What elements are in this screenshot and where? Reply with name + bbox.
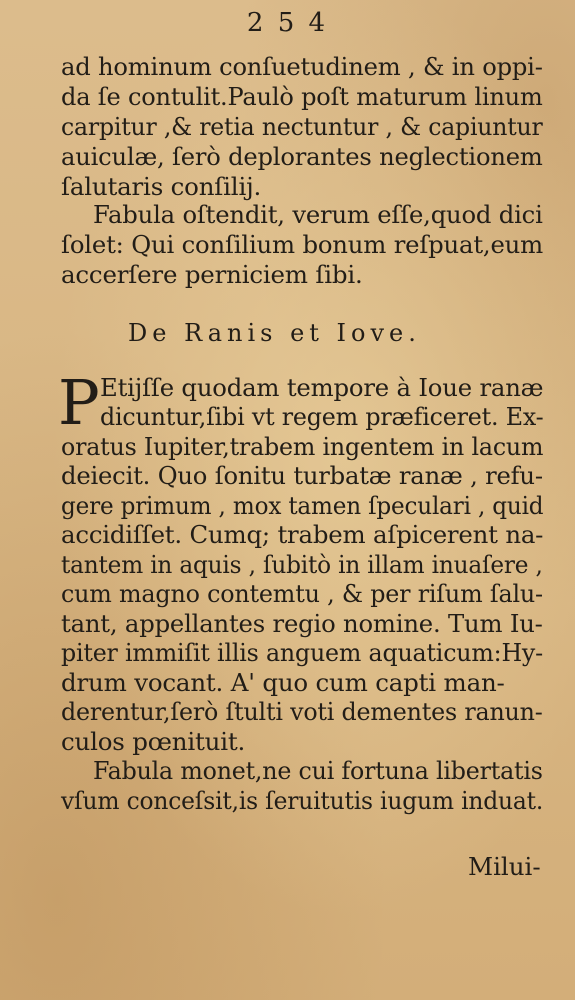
moral-line: Fabula monet,ne cui fortuna libertatis xyxy=(93,756,543,785)
text-line: drum vocant. A' quo cum capti man- xyxy=(61,668,505,697)
text-line: tantem in aquis , ſubitò in illam inuaſere , xyxy=(61,550,543,579)
text-line: oratus Iupiter,trabem ingentem in lacum xyxy=(61,432,544,461)
moral-line: vſum conceſsit,is ſeruitutis iugum induat. xyxy=(61,786,544,815)
text-line: carpitur ,& retia nectuntur , & capiuntur xyxy=(61,112,543,141)
text-line: deiecit. Quo ſonitu turbatæ ranæ , refu- xyxy=(61,461,543,490)
text-line: cum magno contemtu , & per riſum ſalu- xyxy=(61,579,543,608)
moral-line: Fabula oſtendit, verum eſſe,quod dici xyxy=(93,200,543,229)
text-line: tant, appellantes regio nomine. Tum Iu- xyxy=(61,609,543,638)
drop-cap: P xyxy=(58,366,100,439)
page-number: 2 5 4 xyxy=(246,8,329,38)
text-line: culos pœnituit. xyxy=(61,727,246,756)
text-line: ad hominum conſuetudinem , & in oppi- xyxy=(61,52,543,81)
text-line: Etijſſe quodam tempore à Ioue ranæ xyxy=(100,373,544,402)
text-line: da ſe contulit.Paulò poſt maturum linum xyxy=(61,82,543,111)
text-line: gere primum , mox tamen ſpeculari , quid xyxy=(61,491,544,520)
moral-line: accerſere perniciem ſibi. xyxy=(61,260,363,289)
text-line: derentur,ſerò ſtulti voti dementes ranun- xyxy=(61,697,543,726)
text-line: accidiſſet. Cumq; trabem aſpicerent na- xyxy=(61,520,544,549)
text-line: ſalutaris conſilij. xyxy=(61,172,262,201)
text-line: auiculæ, ſerò deplorantes neglectionem xyxy=(61,142,543,171)
fable-heading: De Ranis et Iove. xyxy=(128,319,421,347)
text-line: dicuntur,ſibi vt regem præficeret. Ex- xyxy=(100,402,544,431)
moral-line: ſolet: Qui conſilium bonum reſpuat,eum xyxy=(61,230,544,259)
catchword: Milui- xyxy=(468,852,541,881)
text-line: piter immiſit illis anguem aquaticum:Hy- xyxy=(61,638,543,667)
